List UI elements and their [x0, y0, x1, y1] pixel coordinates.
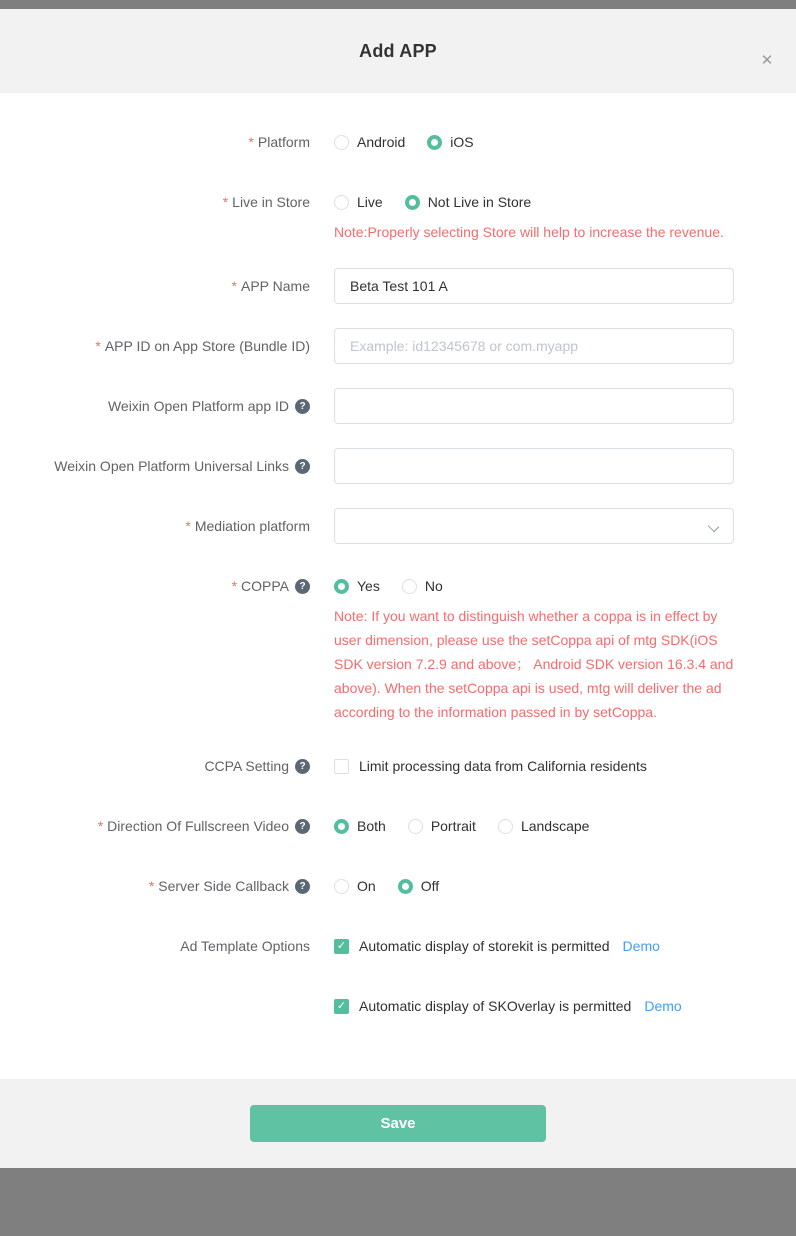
- platform-row: [0, 124, 796, 160]
- weixin-app-id-label: Weixin Open Platform app ID ?: [0, 388, 334, 424]
- modal-footer: [0, 1079, 796, 1168]
- weixin-app-id-input[interactable]: [334, 388, 734, 424]
- chevron-down-icon: [708, 521, 719, 532]
- live-radio-not-live[interactable]: [405, 194, 532, 210]
- weixin-universal-links-label: Weixin Open Platform Universal Links ?: [0, 448, 334, 484]
- radio-label: Portrait: [430, 818, 476, 834]
- checkbox-checked-icon: ✓: [334, 939, 349, 954]
- radio-icon: [402, 579, 417, 594]
- radio-icon: [408, 819, 423, 834]
- skoverlay-demo-link[interactable]: Demo: [644, 998, 682, 1014]
- platform-radio-ios[interactable]: [427, 134, 473, 150]
- help-icon[interactable]: ?: [295, 819, 310, 834]
- mediation-platform-label: * Mediation platform: [185, 518, 310, 534]
- fullscreen-direction-row: [0, 808, 796, 844]
- mediation-platform-row: [0, 508, 796, 544]
- callback-radio-off[interactable]: [398, 878, 439, 894]
- live-in-store-row: [0, 184, 796, 244]
- ccpa-row: [0, 748, 796, 784]
- radio-selected-icon: [427, 135, 442, 150]
- ccpa-label: CCPA Setting ?: [0, 748, 334, 784]
- weixin-universal-links-row: [0, 448, 796, 484]
- callback-radio-on[interactable]: [334, 878, 376, 894]
- app-name-input[interactable]: [334, 268, 734, 304]
- fullscreen-direction-label: * Direction Of Fullscreen Video ?: [0, 808, 334, 844]
- live-in-store-note: Note:Properly selecting Store will help to increase the revenue.: [334, 224, 724, 240]
- radio-selected-icon: [334, 819, 349, 834]
- required-mark: *: [148, 878, 155, 894]
- checkbox-label: Limit processing data from California residents: [359, 758, 647, 774]
- radio-label: Off: [420, 878, 440, 894]
- help-icon[interactable]: ?: [295, 879, 310, 894]
- close-icon[interactable]: ✕: [760, 52, 774, 69]
- bundle-id-input[interactable]: [334, 328, 734, 364]
- radio-selected-icon: [334, 579, 349, 594]
- radio-label: Android: [357, 134, 406, 150]
- storekit-demo-link[interactable]: Demo: [622, 938, 660, 954]
- checkbox-label: Automatic display of storekit is permitted: [359, 938, 610, 954]
- server-side-callback-row: [0, 868, 796, 904]
- live-in-store-label: * Live in Store: [222, 194, 310, 210]
- ad-template-skoverlay-row: [0, 988, 796, 1024]
- coppa-row: [0, 568, 796, 724]
- server-side-callback-label: * Server Side Callback ?: [0, 868, 334, 904]
- modal-body: [0, 93, 796, 1079]
- mediation-platform-select[interactable]: [334, 508, 734, 544]
- required-mark: *: [185, 518, 191, 534]
- save-button[interactable]: Save: [250, 1105, 546, 1142]
- modal-header: [0, 9, 796, 93]
- radio-icon: [334, 879, 349, 894]
- platform-label: * Platform: [248, 134, 310, 150]
- add-app-modal: [0, 9, 796, 1168]
- coppa-radio-no[interactable]: [402, 578, 443, 594]
- direction-radio-landscape[interactable]: [498, 818, 590, 834]
- checkbox-checked-icon: ✓: [334, 999, 349, 1014]
- radio-icon: [498, 819, 513, 834]
- radio-icon: [334, 195, 349, 210]
- required-mark: *: [248, 134, 254, 150]
- radio-label: Not Live in Store: [427, 194, 532, 210]
- radio-selected-icon: [398, 879, 413, 894]
- app-name-row: [0, 268, 796, 304]
- radio-label: iOS: [450, 134, 474, 150]
- storekit-checkbox[interactable]: [334, 938, 610, 954]
- coppa-label: * COPPA ?: [0, 568, 334, 604]
- help-icon[interactable]: ?: [295, 759, 310, 774]
- platform-radio-android[interactable]: [334, 134, 405, 150]
- coppa-radio-yes[interactable]: [334, 578, 380, 594]
- required-mark: *: [222, 194, 229, 210]
- radio-label: On: [357, 878, 376, 894]
- radio-label: Live: [357, 194, 383, 210]
- direction-radio-portrait[interactable]: [408, 818, 476, 834]
- required-mark: *: [95, 338, 101, 354]
- radio-label: No: [424, 578, 443, 594]
- live-radio-live[interactable]: [334, 194, 383, 210]
- bundle-id-row: [0, 328, 796, 364]
- direction-radio-both[interactable]: [334, 818, 386, 834]
- modal-title: Add APP: [359, 40, 437, 61]
- radio-label: Yes: [357, 578, 380, 594]
- ad-template-storekit-row: [0, 928, 796, 964]
- radio-icon: [334, 135, 349, 150]
- help-icon[interactable]: ?: [295, 579, 310, 594]
- bundle-id-label: * APP ID on App Store (Bundle ID): [95, 338, 310, 354]
- app-name-label: * APP Name: [231, 278, 310, 294]
- help-icon[interactable]: ?: [295, 459, 310, 474]
- weixin-universal-links-input[interactable]: [334, 448, 734, 484]
- ad-template-options-label: Ad Template Options: [180, 938, 310, 954]
- required-mark: *: [231, 578, 238, 594]
- checkbox-label: Automatic display of SKOverlay is permitted: [359, 998, 632, 1014]
- checkbox-unchecked-icon: [334, 759, 349, 774]
- required-mark: *: [231, 278, 237, 294]
- radio-label: Landscape: [520, 818, 590, 834]
- coppa-note: Note: If you want to distinguish whether a coppa is in effect by user dimension, please use the setCoppa api of mtg SDK(iOS SDK version 7.2.9 and above； Android SDK version 16.3.4 and above). When the setCoppa api is used, mtg will deliver the ad according to the information passed in by setCoppa.: [334, 608, 734, 720]
- skoverlay-checkbox[interactable]: [334, 998, 631, 1014]
- weixin-app-id-row: [0, 388, 796, 424]
- help-icon[interactable]: ?: [295, 399, 310, 414]
- ccpa-checkbox[interactable]: [334, 758, 647, 774]
- radio-selected-icon: [405, 195, 420, 210]
- radio-label: Both: [357, 818, 386, 834]
- required-mark: *: [97, 818, 104, 834]
